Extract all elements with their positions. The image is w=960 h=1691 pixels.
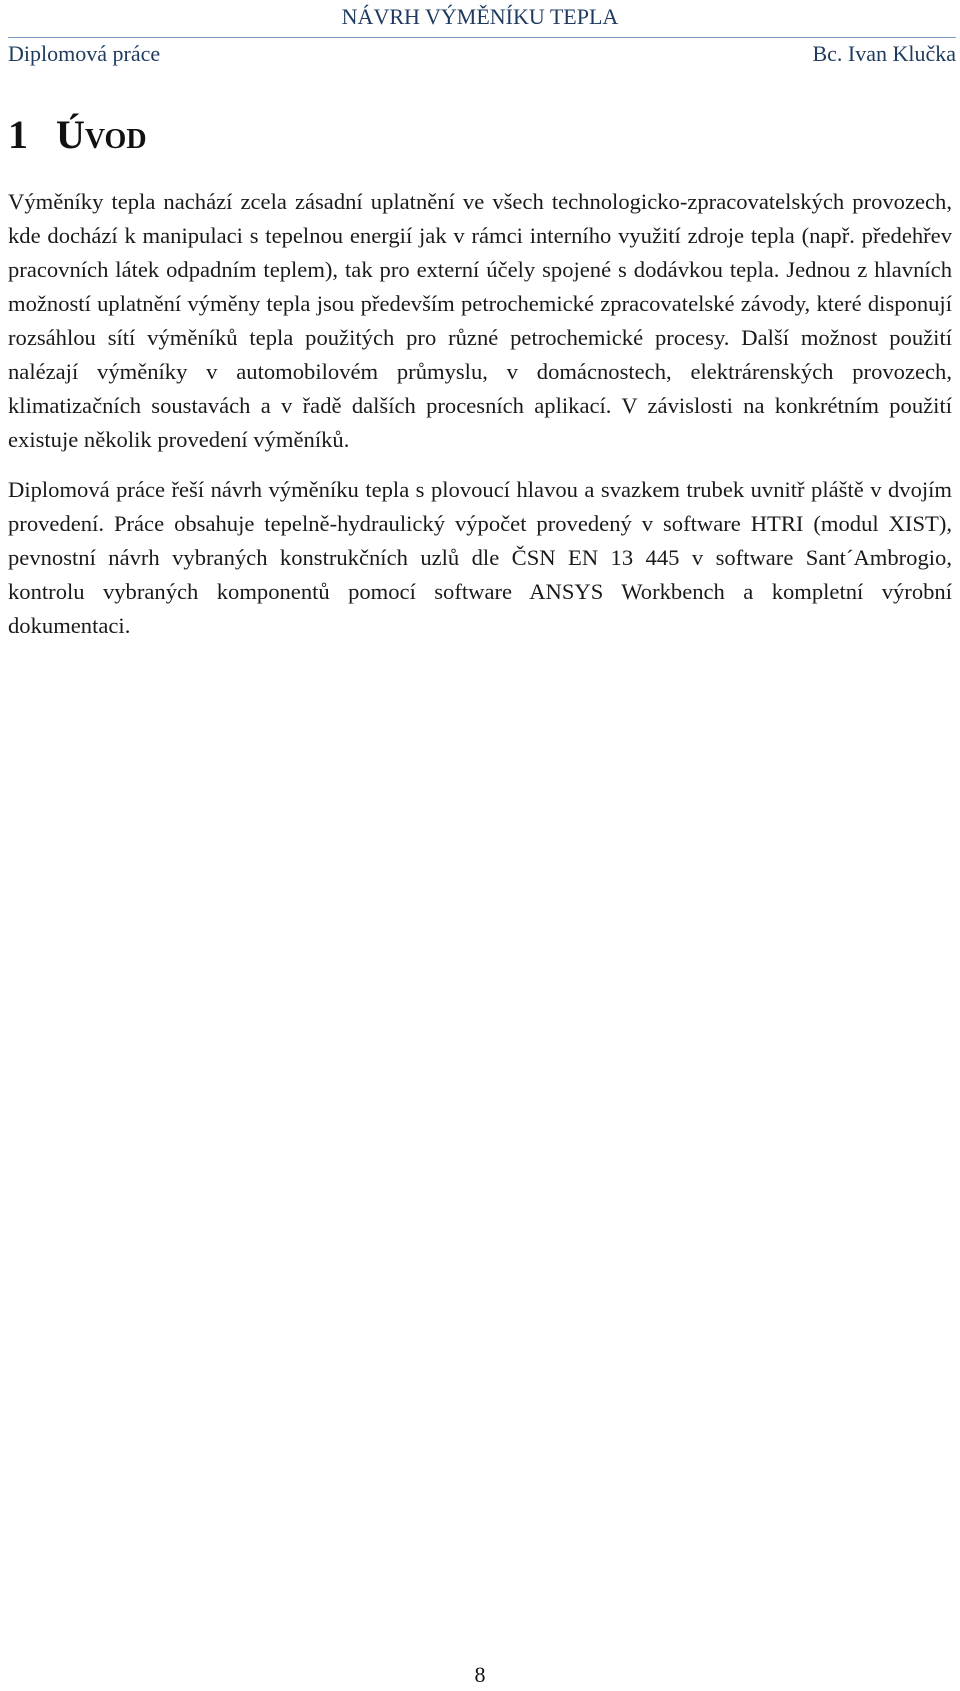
author-name: Bc. Ivan Klučka [812,41,956,66]
document-type: Diplomová práce [8,41,161,66]
page-number: 8 [474,1662,486,1687]
header-rule [8,37,956,38]
body-text [8,185,952,643]
paragraph: Výměníky tepla nachází zcela zásadní uplatnění ve všech technologicko-zpracovatelských provozech, kde dochází k manipulaci s tepelnou energií jak v rámci interního využití zdroje tepla (např. předehřev pracovních látek odpadním teplem), tak pro externí účely spojené s dodávkou tepla. Jednou z hlavních možností uplatnění výměny tepla jsou především petrochemické zpracovatelské závody, které disponují rozsáhlou sítí výměníků tepla použitých pro různé petrochemické procesy. Další možnost použití nalézají výměníky v automobilovém průmyslu, v domácnostech, elektrárenských provozech, klimatizačních soustavách a v řadě dalších procesních aplikací. V závislosti na konkrétním použití existuje několik provedení výměníků. [8,189,952,452]
chapter-heading [8,110,147,160]
paragraph: Diplomová práce řeší návrh výměníku tepla s plovoucí hlavou a svazkem trubek uvnitř pláště v dvojím provedení. Práce obsahuje tepelně-hydraulický výpočet provedený v software HTRI (modul XIST), pevnostní návrh vybraných konstrukčních uzlů dle ČSN EN 13 445 v software Sant´Ambrogio, kontrolu vybraných komponentů pomocí software ANSYS Workbench a kompletní výrobní dokumentaci. [8,477,952,638]
running-title: NÁVRH VÝMĚNÍKU TEPLA [341,4,619,29]
chapter-title: Úvod [56,112,147,157]
chapter-number: 1 [8,112,28,157]
